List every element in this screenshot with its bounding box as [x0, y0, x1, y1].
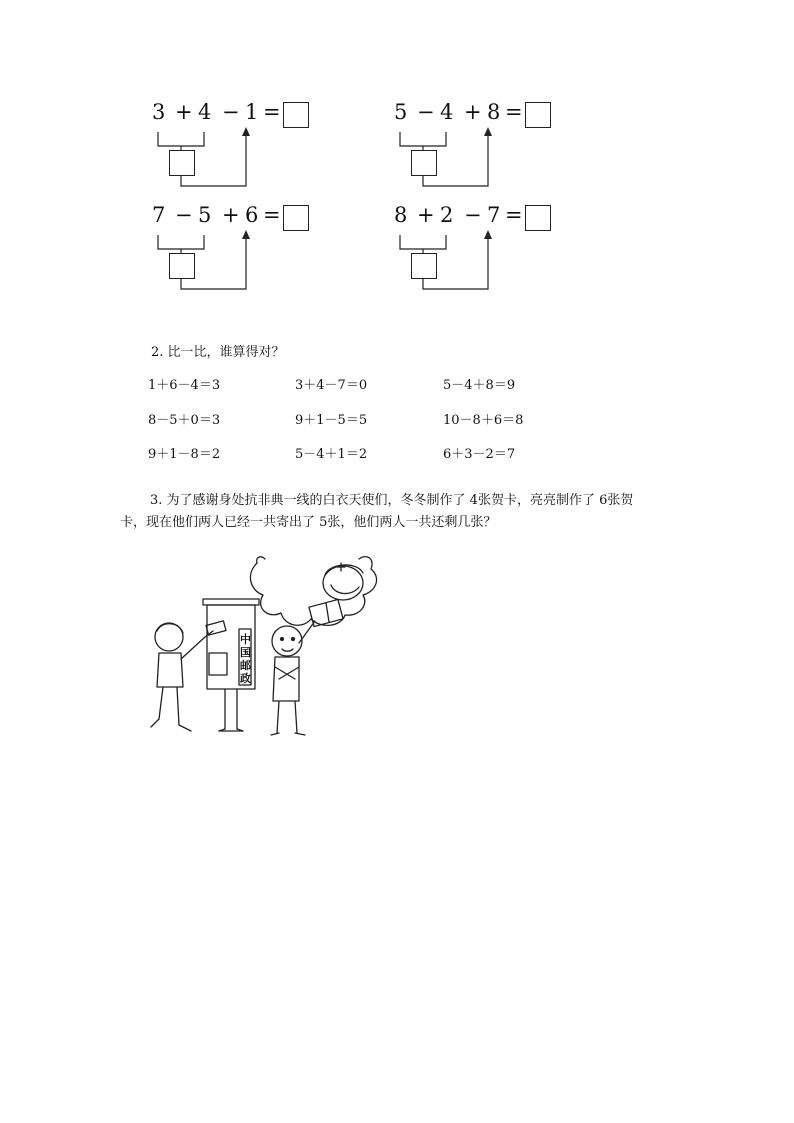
word-problem-line-1: 3. 为了感谢身处抗非典一线的白衣天使们，冬冬制作了 4张贺卡，亮亮制作了 6张贺 — [150, 493, 634, 508]
compare-item: 3＋4－7＝0 — [295, 378, 368, 393]
intermediate-box[interactable] — [169, 253, 195, 279]
intermediate-box[interactable] — [169, 150, 195, 176]
section-2-title: 2. 比一比，谁算得对？ — [151, 345, 285, 360]
operand-a: 3 — [152, 100, 166, 124]
intermediate-box[interactable] — [411, 253, 437, 279]
operator-2: + — [222, 203, 240, 227]
problem-1 — [150, 100, 330, 210]
operand-c: 7 — [487, 203, 501, 227]
operand-a: 5 — [394, 100, 408, 124]
operator-2: − — [222, 100, 240, 124]
illustration — [145, 555, 415, 744]
operand-a: 7 — [152, 203, 166, 227]
operand-b: 2 — [440, 203, 454, 227]
problem-4 — [392, 203, 572, 313]
operand-c: 8 — [487, 100, 501, 124]
operand-b: 4 — [198, 100, 212, 124]
compare-item: 9＋1－8＝2 — [148, 447, 221, 462]
operand-b: 5 — [198, 203, 212, 227]
compare-item: 9＋1－5＝5 — [295, 413, 368, 428]
operator-1: + — [417, 203, 435, 227]
operator-1: − — [175, 203, 193, 227]
problem-2 — [392, 100, 572, 210]
compare-item: 8－5＋0＝3 — [148, 413, 221, 428]
compare-item: 5－4＋8＝9 — [443, 378, 516, 393]
compare-item: 6＋3－2＝7 — [443, 447, 516, 462]
compare-item: 1＋6－4＝3 — [148, 378, 221, 393]
intermediate-box[interactable] — [411, 150, 437, 176]
equals-sign: = — [505, 100, 523, 124]
operator-1: + — [175, 100, 193, 124]
mailbox-text: 中国邮政 — [240, 633, 251, 685]
equals-sign: = — [263, 100, 281, 124]
mailbox-children-picture — [145, 555, 415, 740]
problem-3 — [150, 203, 330, 313]
compare-item: 5－4＋1＝2 — [295, 447, 368, 462]
word-problem-line-2: 卡，现在他们两人已经一共寄出了 5张，他们两人一共还剩几张？ — [120, 515, 497, 530]
equals-sign: = — [505, 203, 523, 227]
operand-c: 6 — [245, 203, 259, 227]
operator-1: − — [417, 100, 435, 124]
operand-a: 8 — [394, 203, 408, 227]
operand-b: 4 — [440, 100, 454, 124]
operator-2: − — [464, 203, 482, 227]
compare-item: 10－8＋6＝8 — [443, 413, 524, 428]
operator-2: + — [464, 100, 482, 124]
equals-sign: = — [263, 203, 281, 227]
operand-c: 1 — [245, 100, 259, 124]
